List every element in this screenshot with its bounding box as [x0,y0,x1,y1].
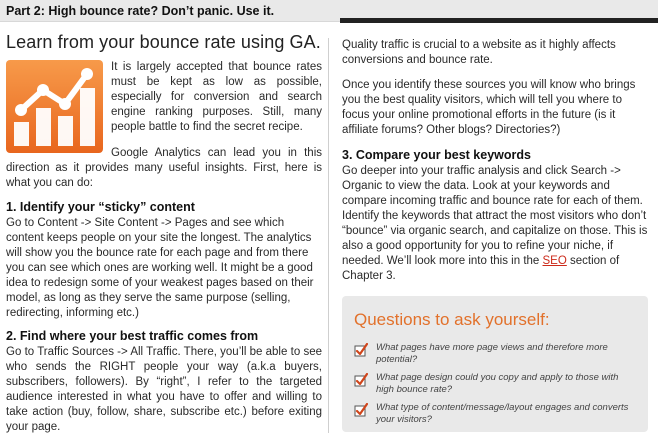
section-identify-sticky-content [6,200,322,321]
seo-link[interactable]: SEO [542,255,567,267]
section-3-body-tail: section of Chapter 3. [342,255,620,282]
question-item [352,372,638,396]
section-1-body: Go to Content -> Site Content -> Pages and see which content keeps people on your site the longest. The analytics will show you the bounce rate for each page and from there you can see which ones are working well. It might be a good idea to redesign some of your weakest pages based on their model, as long as they serve the same purpose (selling, redirecting, informing etc.) [6,217,314,319]
column-divider [328,38,329,433]
questions-box [342,296,648,432]
question-text: What type of content/message/layout engages and converts your visitors? [376,402,629,425]
checkbox-checked-icon [354,373,368,387]
section-3-body-text: Go deeper into your traffic analysis and click Search -> Organic to view the data. Look at your keywords and compare incoming traffic and bounce rate for each of them. Identify the keywords that attract the most visitors who don’t “bounce” via organic search, and capitalize on those. This is also a good opportunity for you to refine your niche, if needed. We’ll look more into this in the [342,165,648,267]
question-item [352,402,638,426]
sources-paragraph: Once you identify these sources you will know who brings you the best quality visitors, which will tell you where to focus your online promotional efforts in the future (is it affiliate forums? Other blogs? Directories?) [342,79,636,136]
question-text: What page design could you copy and apply to those with high bounce rate? [376,372,619,395]
section-2-body: Go to Traffic Sources -> All Traffic. There, you’ll be able to see who sends the RIGHT people your way (a.k.a buyers, subscribers, followers). By “right”, I refer to the targeted audience interested in what you have to offer and willing to take action (buy, follow, share, subscribe etc.) before exiting your page. [6,346,322,433]
section-best-traffic [6,329,322,435]
right-column [342,38,648,294]
section-2-heading: 2. Find where your best traffic comes from [6,329,259,343]
intro-paragraph-2: Google Analytics can lead you in this direction as it provides many useful insights. First, here is what you can do: [6,147,322,189]
part-title: Part 2: High bounce rate? Don’t panic. Use it. [6,4,275,18]
questions-title: Questions to ask yourself: [354,310,550,329]
intro-paragraph-1: It is largely accepted that bounce rates must be kept as low as possible, especially for conversion and search engine ranking purposes. Still, many people battle to find the secret recipe. [111,61,322,133]
checkbox-checked-icon [354,343,368,357]
left-column [6,32,322,437]
question-text: What pages have more page views and therefore more potential? [376,342,608,365]
questions-list [352,342,638,426]
section-black-rule [340,18,658,23]
quality-traffic-paragraph: Quality traffic is crucial to a website as it highly affects conversions and bounce rate. [342,39,616,66]
question-item [352,342,638,366]
section-1-heading: 1. Identify your “sticky” content [6,200,195,214]
google-analytics-logo-icon [6,60,103,153]
article-title: Learn from your bounce rate using GA. [6,32,321,52]
section-3-body [342,164,648,284]
checkbox-checked-icon [354,403,368,417]
section-3-heading: 3. Compare your best keywords [342,148,531,162]
